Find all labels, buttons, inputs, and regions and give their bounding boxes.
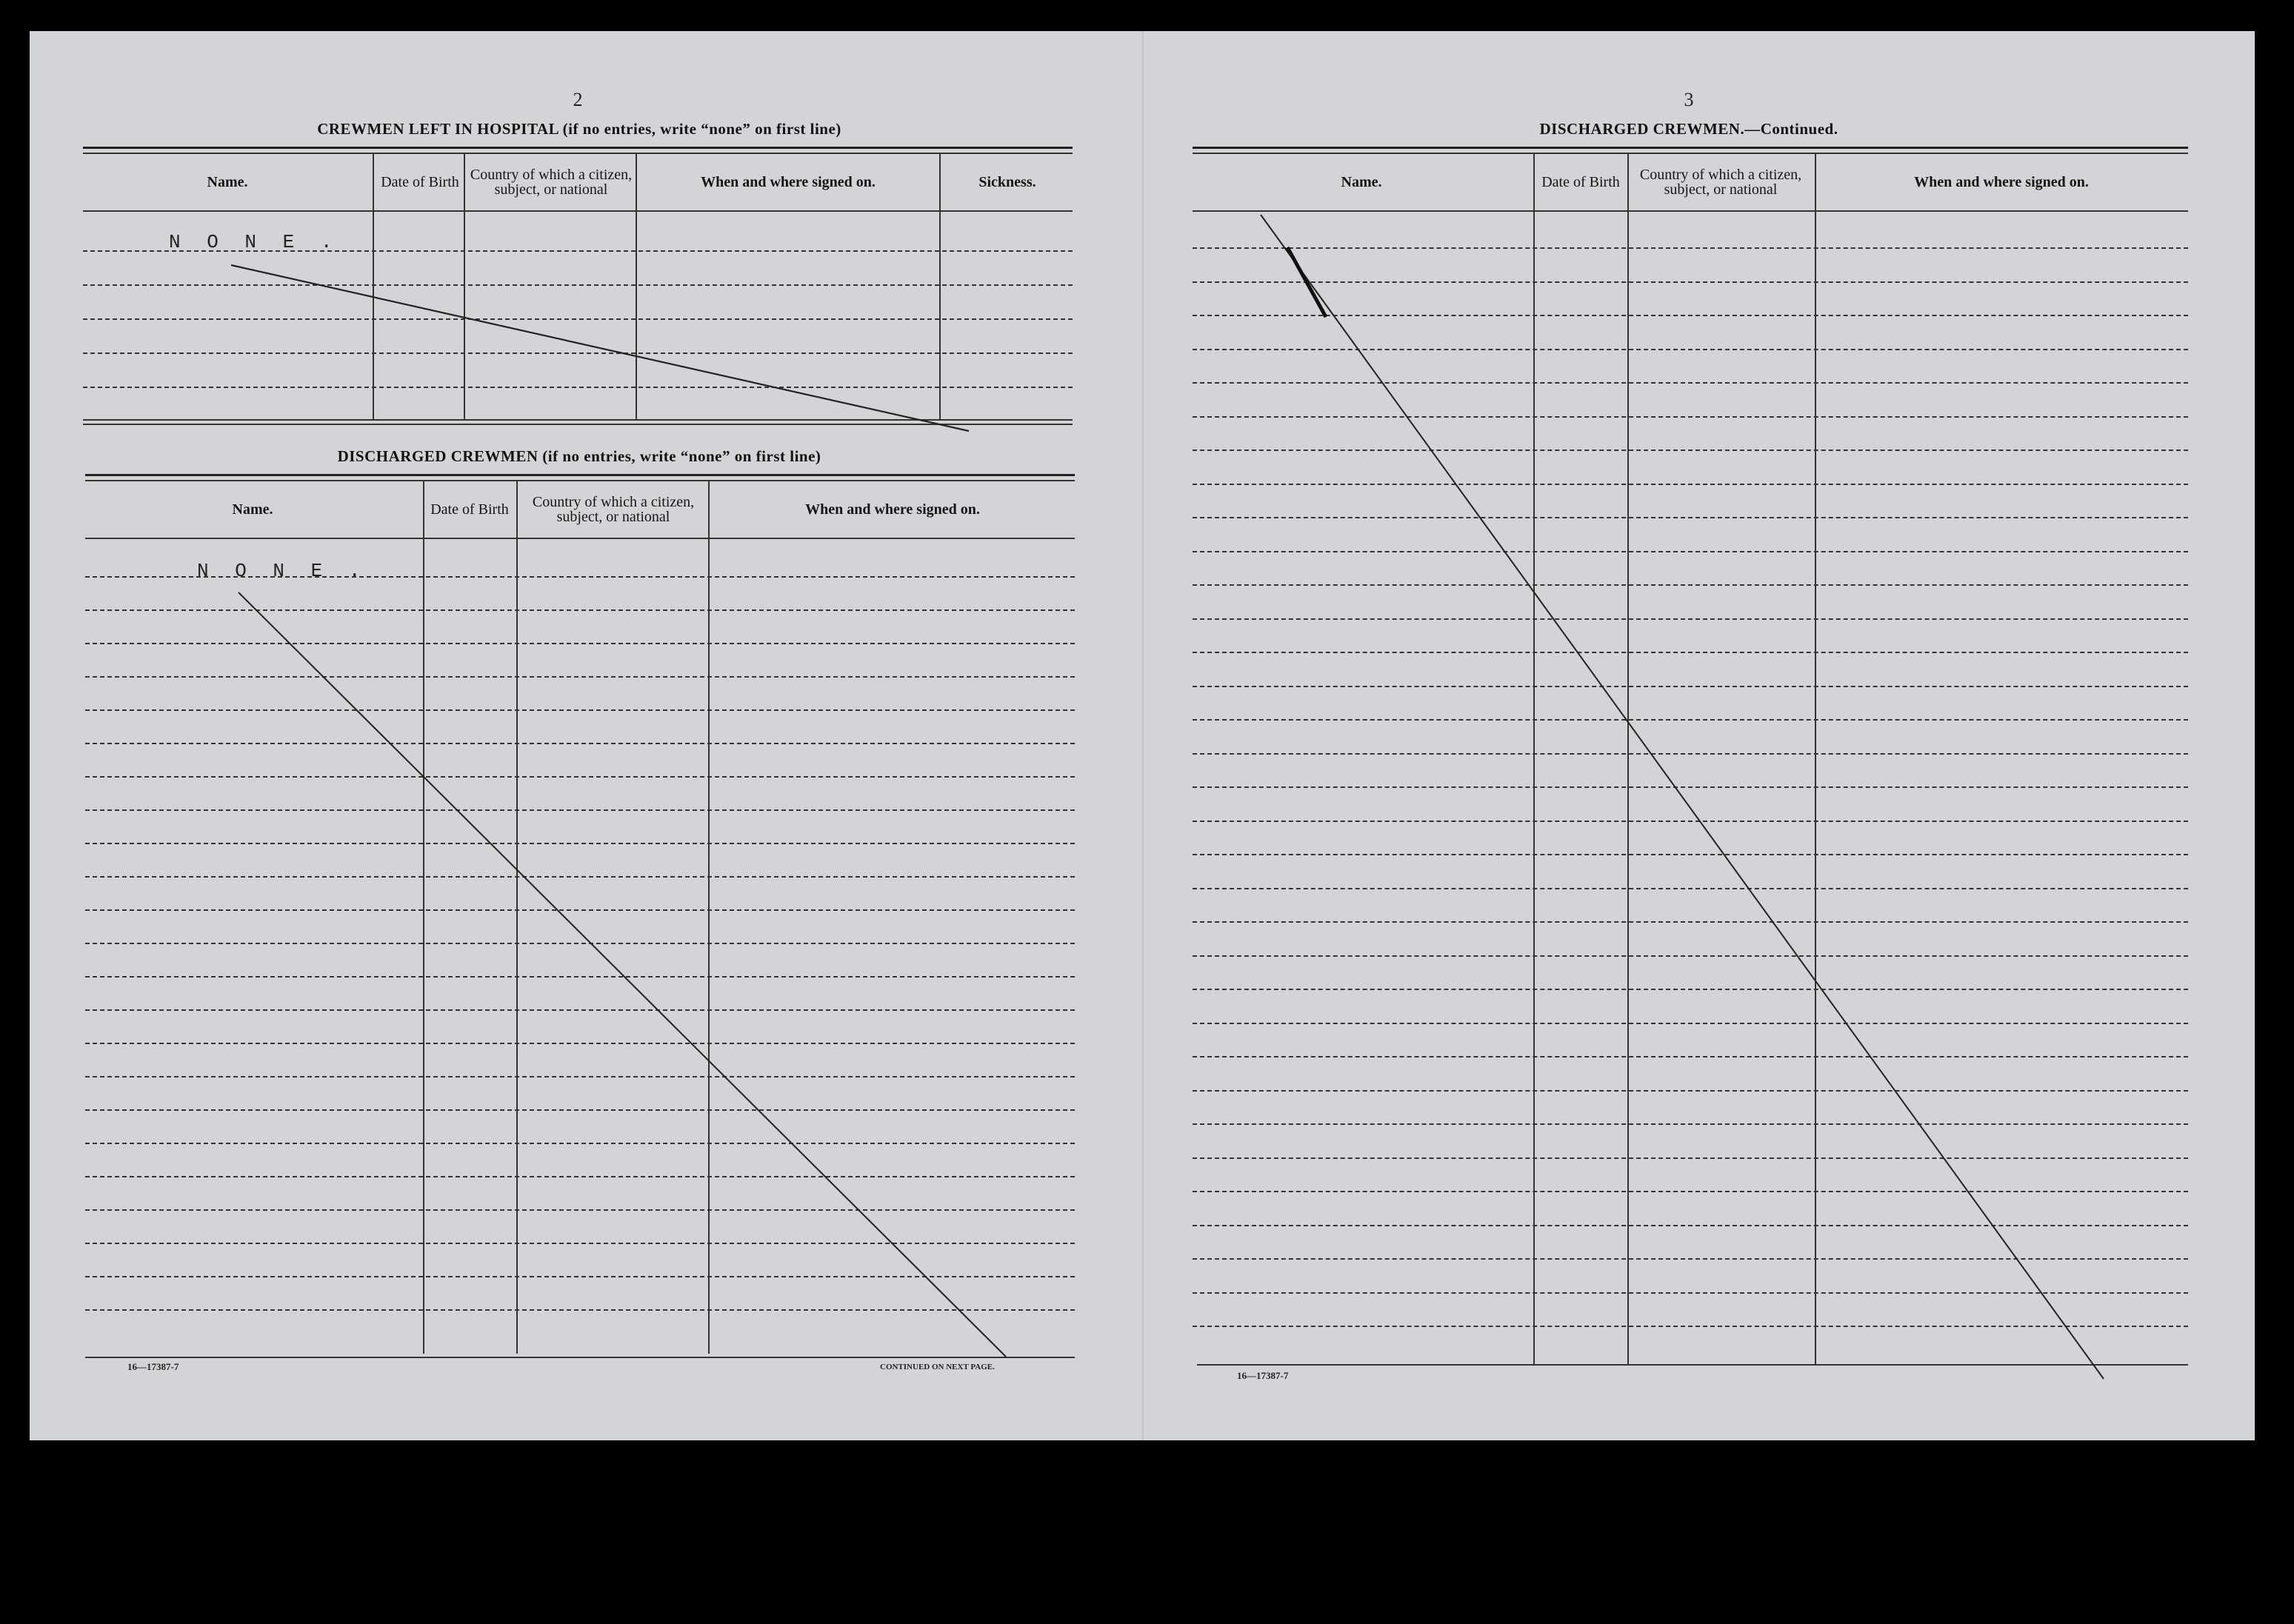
hospital-cross-line [231,265,969,431]
right-form-number: 16—17387-7 [1237,1370,1289,1381]
hospital-section-title: CREWMEN LEFT IN HOSPITAL (if no entries, write “none” on first line) [317,120,841,138]
right-page-number: 3 [1684,89,1694,110]
right-col-country: Country of which a citizen, subject, or national [1639,167,1802,198]
discharged-section-title: DISCHARGED CREWMEN (if no entries, write “none” on first line) [337,447,821,465]
discharged-none-entry: N O N E . [197,560,368,582]
continued-note: CONTINUED ON NEXT PAGE. [880,1363,995,1371]
right-col-name: Name. [1341,174,1382,190]
right-cross-pen-mark [1287,247,1326,317]
hospital-col-name: Name. [207,174,248,190]
hospital-col-country: Country of which a citizen, subject, or national [470,167,633,198]
hospital-col-sickness: Sickness. [978,174,1036,190]
left-form-number: 16—17387-7 [127,1361,179,1372]
discharged-col-signed: When and where signed on. [805,501,980,518]
discharged-col-dob: Date of Birth [430,501,509,518]
discharged-cross-line [239,592,1006,1357]
right-col-dob: Date of Birth [1541,174,1620,190]
right-section-title: DISCHARGED CREWMEN.—Continued. [1539,120,1838,138]
hospital-none-entry: N O N E . [169,231,340,253]
hospital-col-dob: Date of Birth [381,174,459,190]
right-cross-line [1261,215,2104,1379]
right-col-signed: When and where signed on. [1914,174,2089,190]
discharged-col-name: Name. [232,501,273,518]
hospital-col-signed: When and where signed on. [701,174,876,190]
discharged-col-country: Country of which a citizen, subject, or national [532,494,695,525]
left-page-number: 2 [573,89,583,110]
